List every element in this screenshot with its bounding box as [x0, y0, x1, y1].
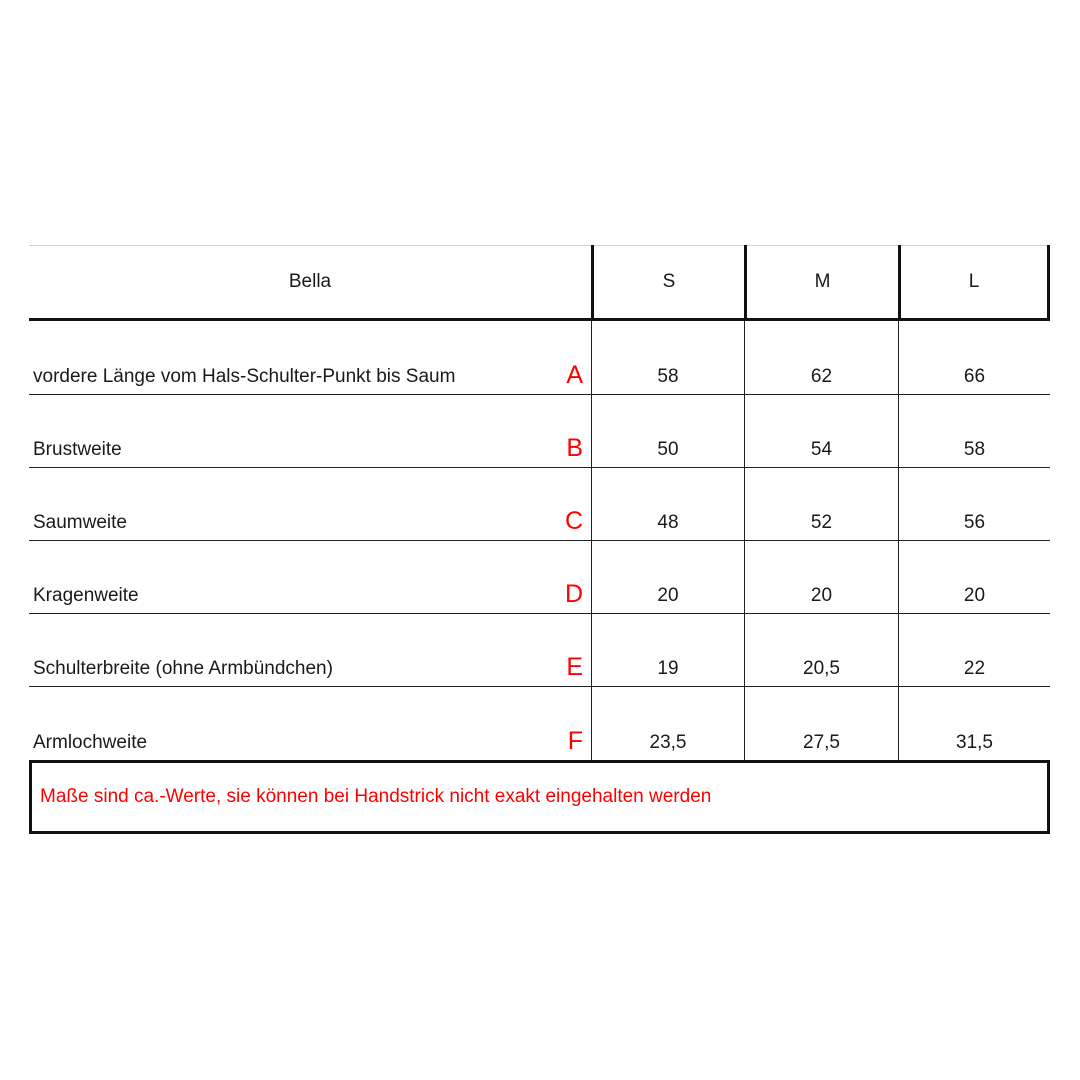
row-letter: E: [566, 653, 583, 681]
value-s: 20: [591, 540, 744, 613]
value-s: 50: [591, 394, 744, 467]
row-label: Saumweite: [33, 512, 127, 533]
value-m: 54: [744, 394, 898, 467]
row-label: Kragenweite: [33, 585, 139, 606]
table-row: [29, 394, 1050, 468]
row-label-cell: [29, 540, 591, 613]
value-s: 58: [591, 321, 744, 394]
row-label-cell: [29, 686, 591, 760]
header-size-m: M: [744, 245, 898, 318]
row-label: Schulterbreite (ohne Armbündchen): [33, 658, 333, 679]
row-letter: C: [564, 507, 583, 535]
disclaimer-note: Maße sind ca.-Werte, sie können bei Handstrick nicht exakt eingehalten werden: [40, 786, 712, 807]
value-m: 20: [744, 540, 898, 613]
row-label: Brustweite: [33, 439, 122, 460]
value-m: 52: [744, 467, 898, 540]
value-l: 58: [898, 394, 1050, 467]
value-l: 31,5: [898, 686, 1050, 760]
header-row: [29, 245, 1050, 321]
value-l: 56: [898, 467, 1050, 540]
row-letter: F: [567, 727, 583, 755]
value-l: 22: [898, 613, 1050, 686]
value-m: 20,5: [744, 613, 898, 686]
value-s: 48: [591, 467, 744, 540]
value-m: 62: [744, 321, 898, 394]
row-letter: B: [566, 434, 583, 462]
header-size-l: L: [898, 245, 1050, 318]
value-m: 27,5: [744, 686, 898, 760]
disclaimer-box: [29, 760, 1050, 834]
value-s: 19: [591, 613, 744, 686]
table-row: [29, 686, 1050, 760]
table-row: [29, 613, 1050, 687]
row-label-cell: [29, 321, 591, 394]
value-s: 23,5: [591, 686, 744, 760]
header-title: Bella: [288, 270, 332, 292]
table-row: [29, 540, 1050, 614]
value-l: 20: [898, 540, 1050, 613]
row-label-cell: [29, 613, 591, 686]
row-label: Armlochweite: [33, 732, 148, 753]
row-label-cell: [29, 467, 591, 540]
row-letter: D: [564, 580, 583, 608]
row-letter: A: [566, 361, 583, 389]
table-row: [29, 321, 1050, 395]
value-l: 66: [898, 321, 1050, 394]
header-size-s: S: [591, 245, 744, 318]
table-row: [29, 467, 1050, 541]
row-label-cell: [29, 394, 591, 467]
row-label: vordere Länge vom Hals-Schulter-Punkt bis Saum: [33, 366, 456, 387]
